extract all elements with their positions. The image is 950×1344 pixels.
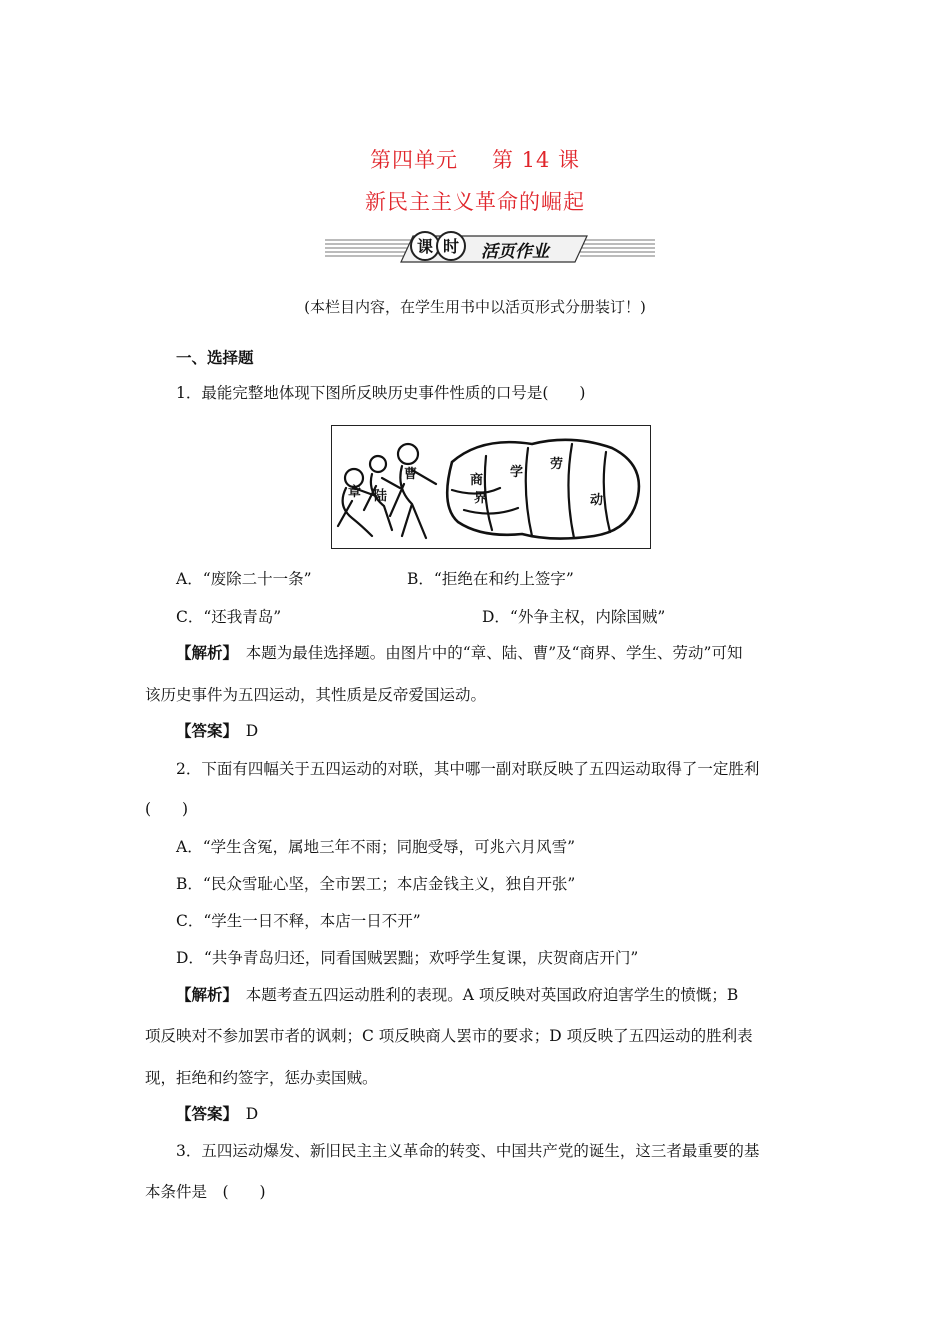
homework-banner (325, 228, 655, 268)
q2-answer-label: 【答案】 (176, 1104, 231, 1123)
q2-analysis-line-2: 项反映对不参加罢市者的讽刺；C 项反映商人罢市的要求；D 项反映了五四运动的胜利表 (145, 1027, 753, 1045)
q1-option-a: A．“废除二十一条” (176, 570, 312, 588)
q3-stem-line-1: 3．五四运动爆发、新旧民主主义革命的转变、中国共产党的诞生，这三者最重要的基 (176, 1142, 760, 1160)
q2-option-c: C．“学生一日不释，本店一日不开” (176, 912, 421, 930)
q1-analysis-label: 【解析】 (176, 643, 231, 662)
q1-option-d: D．“外争主权，内除国贼” (482, 608, 666, 626)
q2-option-b: B．“民众雪耻心坚，全市罢工；本店金钱主义，独自开张” (176, 875, 576, 893)
q2-answer: 【答案】 D (176, 1104, 259, 1123)
banner-text: 活页作业 (481, 242, 549, 262)
cartoon-label-jie: 界 (474, 491, 488, 506)
q2-stem-line-1: 2．下面有四幅关于五四运动的对联，其中哪一副对联反映了五四运动取得了一定胜利 (176, 760, 760, 778)
unit-label: 第四单元 (369, 148, 458, 172)
lesson-label: 第 14 课 (491, 148, 581, 172)
q2-analysis-line-3: 现，拒绝和约签字，惩办卖国贼。 (145, 1069, 378, 1087)
banner-char-1: 课 (416, 237, 434, 256)
q1-analysis-line-2: 该历史事件为五四运动，其性质是反帝爱国运动。 (145, 686, 487, 704)
cartoon-label-xue: 学 (510, 465, 524, 480)
cartoon-label-lao: 劳 (550, 457, 564, 472)
q2-analysis-label: 【解析】 (176, 985, 231, 1004)
q1-answer: 【答案】 D (176, 721, 259, 740)
banner-char-2: 时 (442, 237, 460, 256)
q1-option-b: B．“拒绝在和约上签字” (407, 570, 574, 588)
q1-answer-label: 【答案】 (176, 721, 231, 740)
unit-lesson-heading (0, 144, 950, 174)
cartoon-label-lu: 陆 (374, 489, 388, 504)
q1-option-c: C．“还我青岛” (176, 608, 282, 626)
q2-option-a: A．“学生含冤，属地三年不雨；同胞受辱，可兆六月风雪” (176, 838, 576, 856)
section-heading: 一、选择题 (176, 348, 254, 367)
cartoon-label-zhang: 章 (348, 485, 362, 500)
q1-cartoon-image (331, 425, 651, 549)
lesson-title: 新民主主义革命的崛起 (365, 190, 585, 214)
q1-analysis-line-1: 【解析】 本题为最佳选择题。由图片中的“章、陆、曹”及“商界、学生、劳动”可知 (176, 643, 743, 662)
cartoon-label-cao: 曹 (404, 467, 418, 482)
q2-option-d: D．“共争青岛归还，同看国贼罢黜；欢呼学生复课，庆贺商店开门” (176, 949, 639, 967)
cartoon-label-dong: 动 (590, 493, 604, 508)
q1-stem: 1．最能完整地体现下图所反映历史事件性质的口号是( ) (176, 384, 586, 402)
cartoon-label-shang: 商 (470, 473, 484, 488)
q2-stem-line-2: ( ) (145, 800, 189, 818)
binding-note: (本栏目内容，在学生用书中以活页形式分册装订！) (304, 298, 646, 316)
q2-analysis-line-1: 【解析】 本题考查五四运动胜利的表现。A 项反映对英国政府迫害学生的愤慨；B (176, 985, 739, 1004)
q3-stem-line-2: 本条件是 ( ) (145, 1183, 266, 1201)
